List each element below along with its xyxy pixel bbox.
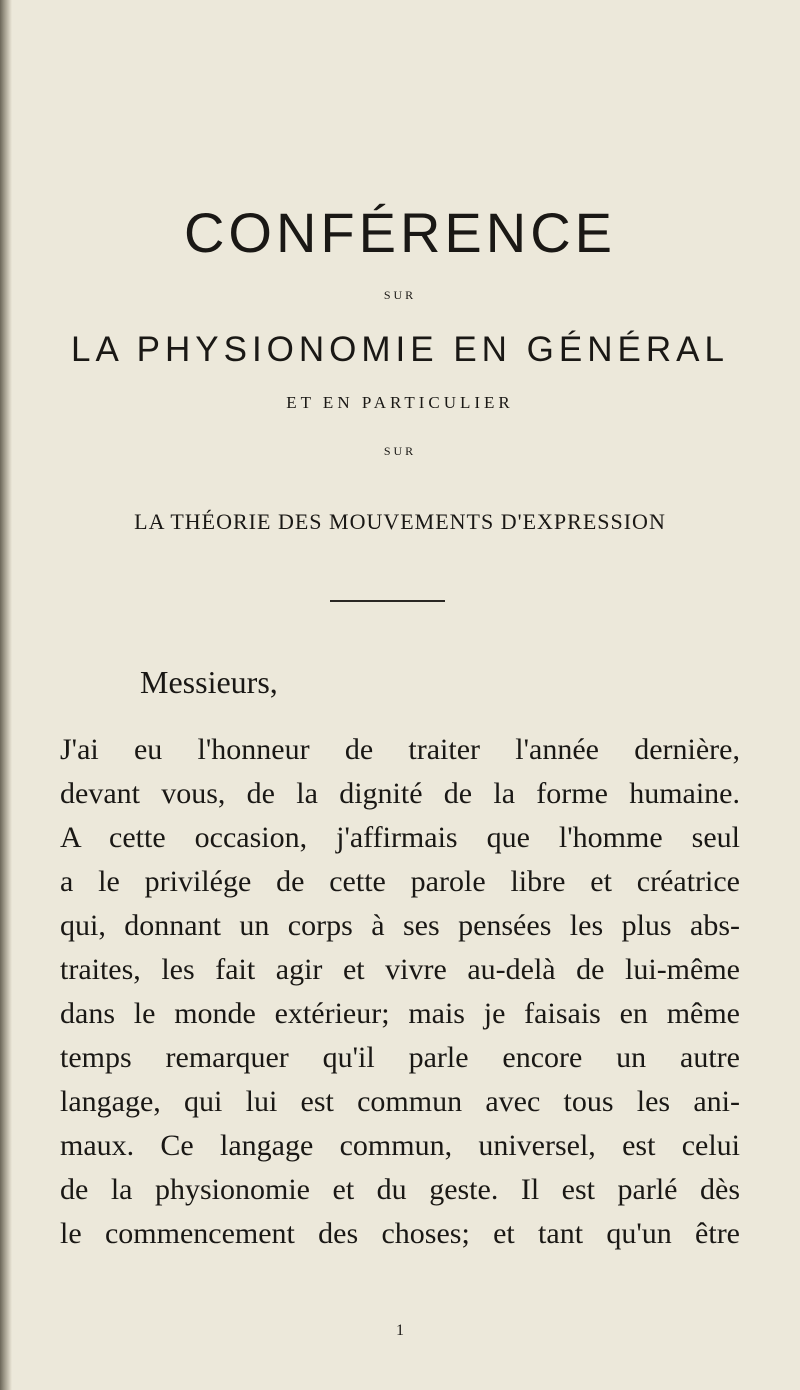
body-line: traites, les fait agir et vivre au-delà de lui-même: [60, 953, 740, 986]
body-line: dans le monde extérieur; mais je faisais en même: [60, 997, 740, 1030]
body-line: qui, donnant un corps à ses pensées les plus abs-: [60, 909, 740, 942]
subtitle-physionomie: LA PHYSIONOMIE EN GÉNÉRAL: [71, 330, 729, 369]
connector-sur-1: SUR: [383, 288, 417, 302]
body-line: maux. Ce langage commun, universel, est celui: [60, 1129, 740, 1162]
body-line: langage, qui lui est commun avec tous les ani-: [60, 1085, 740, 1118]
body-line: a le privilége de cette parole libre et créatrice: [60, 865, 740, 898]
body-line: de la physionomie et du geste. Il est parlé dès: [60, 1173, 740, 1206]
connector-sur-2: SUR: [383, 444, 417, 458]
body-line: le commencement des choses; et tant qu'un être: [60, 1217, 740, 1250]
body-line: temps remarquer qu'il parle encore un autre: [60, 1041, 740, 1074]
page-number: 1: [396, 1322, 404, 1339]
body-line: devant vous, de la dignité de la forme humaine.: [60, 777, 740, 810]
body-paragraph: [60, 728, 740, 1256]
body-line: J'ai eu l'honneur de traiter l'année dernière,: [60, 733, 740, 766]
page-title: CONFÉRENCE: [183, 201, 617, 264]
salutation: Messieurs,: [140, 664, 278, 700]
body-line: A cette occasion, j'affirmais que l'homme seul: [60, 821, 740, 854]
subtitle-particulier: ET EN PARTICULIER: [286, 393, 514, 412]
separator-rule: [330, 600, 445, 602]
subtitle-theorie: LA THÉORIE DES MOUVEMENTS D'EXPRESSION: [134, 509, 666, 534]
